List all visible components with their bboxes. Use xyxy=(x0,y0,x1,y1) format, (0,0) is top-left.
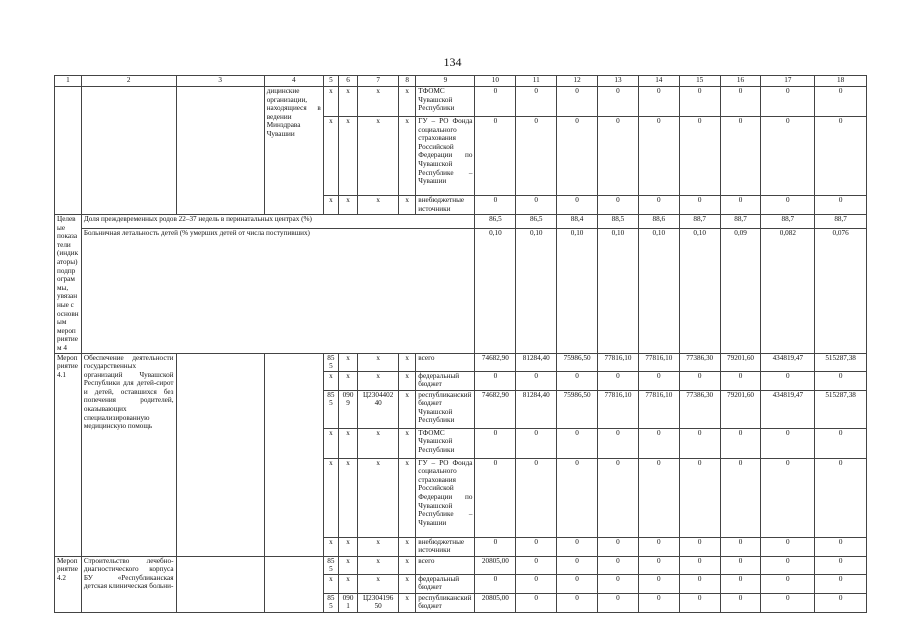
table-cell: 855 xyxy=(323,390,338,428)
table-cell: 20805,00 xyxy=(475,556,516,574)
col-header: 2 xyxy=(81,76,176,87)
table-cell: 88,4 xyxy=(557,215,598,229)
empty-cell xyxy=(81,87,176,215)
table-cell: Ц2304402 40 xyxy=(358,390,399,428)
table-cell: 0 xyxy=(815,428,867,458)
table-cell: 0 xyxy=(761,593,815,612)
table-cell: 0 xyxy=(557,117,598,196)
activity-description: Строительство лечебно-диагностического корпуса БУ «Республиканская детская клиническая больни- xyxy=(81,556,176,612)
table-cell: 75986,50 xyxy=(557,353,598,371)
table-cell: x xyxy=(399,371,416,390)
table-cell: 0 xyxy=(598,371,639,390)
empty-cell xyxy=(176,87,264,215)
page-number: 134 xyxy=(443,55,462,69)
table-cell: 515287,38 xyxy=(815,390,867,428)
table-cell: 75986,50 xyxy=(557,390,598,428)
table-cell: x xyxy=(358,428,399,458)
table-cell: 0 xyxy=(815,117,867,196)
table-cell: 434819,47 xyxy=(761,390,815,428)
table-cell: x xyxy=(338,458,357,537)
table-cell: 0 xyxy=(475,196,516,215)
empty-cell xyxy=(264,353,323,556)
table-cell: x xyxy=(399,593,416,612)
table-cell: 0 xyxy=(679,428,720,458)
table-cell: 0,10 xyxy=(516,228,557,353)
table-cell: 0 xyxy=(475,458,516,537)
table-cell: 0 xyxy=(557,593,598,612)
table-cell: 81284,40 xyxy=(516,390,557,428)
table-cell: 0 xyxy=(679,87,720,117)
table-cell: 0 xyxy=(598,196,639,215)
table-cell: 855 xyxy=(323,593,338,612)
table-cell: 0 xyxy=(475,117,516,196)
table-cell: 515287,38 xyxy=(815,353,867,371)
table-cell: 0 xyxy=(475,574,516,593)
table-cell: x xyxy=(323,574,338,593)
table-cell: 0 xyxy=(679,196,720,215)
table-cell: x xyxy=(399,537,416,556)
activity-label: Мероприятие 4.2 xyxy=(55,556,82,612)
table-cell: 0 xyxy=(761,458,815,537)
funding-source: ТФОМС Чувашской Республики xyxy=(416,87,475,117)
table-cell: 0,076 xyxy=(815,228,867,353)
table-cell: 0 xyxy=(598,428,639,458)
table-cell: 79201,60 xyxy=(720,353,761,371)
table-cell: 88,6 xyxy=(638,215,679,229)
table-cell: 20805,00 xyxy=(475,593,516,612)
table-cell: 0 xyxy=(516,428,557,458)
table-cell: x xyxy=(338,574,357,593)
table-cell: 0 xyxy=(761,87,815,117)
col-header: 12 xyxy=(557,76,598,87)
col-header: 8 xyxy=(399,76,416,87)
table-cell: 0 xyxy=(679,574,720,593)
table-cell: 0 xyxy=(557,556,598,574)
table-cell: 0 xyxy=(598,87,639,117)
table-cell: x xyxy=(323,196,338,215)
table-cell: 0,09 xyxy=(720,228,761,353)
table-cell: x xyxy=(358,537,399,556)
table-cell: 0 xyxy=(720,196,761,215)
table-cell: 81284,40 xyxy=(516,353,557,371)
table-cell: 0 xyxy=(720,537,761,556)
table-cell: 0 xyxy=(557,574,598,593)
table-cell: x xyxy=(399,87,416,117)
table-cell: 0 xyxy=(815,87,867,117)
col-header: 9 xyxy=(416,76,475,87)
table-cell: 0 xyxy=(638,196,679,215)
table-cell: 0 xyxy=(761,196,815,215)
table-cell: 0 xyxy=(516,196,557,215)
table-cell: 0 xyxy=(598,593,639,612)
table-cell: x xyxy=(338,353,357,371)
table-cell: 0 xyxy=(638,593,679,612)
table-cell: 855 xyxy=(323,353,338,371)
table-cell: 0,10 xyxy=(475,228,516,353)
table-cell: x xyxy=(338,428,357,458)
table-cell: x xyxy=(399,390,416,428)
table-cell: 0 xyxy=(516,537,557,556)
table-cell: 0 xyxy=(815,593,867,612)
table-cell: 0 xyxy=(761,428,815,458)
table-cell: 77386,30 xyxy=(679,353,720,371)
table-cell: x xyxy=(358,556,399,574)
table-cell: 855 xyxy=(323,556,338,574)
table-cell: 74682,90 xyxy=(475,353,516,371)
funding-source: внебюджетные источники xyxy=(416,196,475,215)
col-header: 6 xyxy=(338,76,357,87)
table-cell: 0 xyxy=(516,87,557,117)
table-cell: 0 xyxy=(598,117,639,196)
table-cell: 77816,10 xyxy=(598,353,639,371)
empty-cell xyxy=(264,556,323,612)
table-cell: 0 xyxy=(720,428,761,458)
table-cell: x xyxy=(338,371,357,390)
table-cell: 88,7 xyxy=(815,215,867,229)
table-cell: 0 xyxy=(475,428,516,458)
col-header: 4 xyxy=(264,76,323,87)
table-cell: x xyxy=(358,574,399,593)
col-header: 3 xyxy=(176,76,264,87)
table-cell: 0 xyxy=(475,537,516,556)
table-row xyxy=(55,87,867,117)
table-cell: 0 xyxy=(516,593,557,612)
table-cell: 0 xyxy=(598,556,639,574)
budget-table xyxy=(54,75,867,613)
table-cell: x xyxy=(323,87,338,117)
table-cell: 77816,10 xyxy=(638,390,679,428)
table-cell: 0 xyxy=(720,593,761,612)
activity-description: Обеспечение деятельности государственных организаций Чувашской Республики для детей-сирот и детей, оставшихся без попечения родителей, оказывающих специализированную медицинскую помощь xyxy=(81,353,176,556)
table-cell: 0 xyxy=(720,87,761,117)
empty-cell xyxy=(55,87,82,215)
table-cell: x xyxy=(399,574,416,593)
funding-source: всего xyxy=(416,353,475,371)
table-cell: x xyxy=(399,353,416,371)
responsible-org: дицинские организации, находящиеся в ведении Минздрава Чувашии xyxy=(264,87,323,215)
table-cell: 0,10 xyxy=(598,228,639,353)
table-cell: x xyxy=(338,556,357,574)
table-cell: 0 xyxy=(638,537,679,556)
table-cell: 0 xyxy=(761,537,815,556)
table-cell: 0,10 xyxy=(557,228,598,353)
table-cell: 0 xyxy=(557,428,598,458)
table-cell: 0 xyxy=(557,537,598,556)
table-cell: 0 xyxy=(679,537,720,556)
table-cell: x xyxy=(323,428,338,458)
table-cell: x xyxy=(338,537,357,556)
table-cell: 0 xyxy=(557,87,598,117)
col-header: 10 xyxy=(475,76,516,87)
table-cell: 86,5 xyxy=(516,215,557,229)
table-cell: x xyxy=(399,196,416,215)
table-cell: 0 xyxy=(679,593,720,612)
table-cell: 0 xyxy=(516,371,557,390)
table-cell: x xyxy=(358,458,399,537)
table-cell: 77386,30 xyxy=(679,390,720,428)
table-cell: 88,7 xyxy=(761,215,815,229)
table-cell: 0 xyxy=(557,458,598,537)
col-header: 16 xyxy=(720,76,761,87)
table-cell: 0 xyxy=(638,371,679,390)
table-row xyxy=(55,353,867,371)
funding-source: федеральный бюджет xyxy=(416,371,475,390)
col-header: 5 xyxy=(323,76,338,87)
table-cell: x xyxy=(323,117,338,196)
table-cell: 0 xyxy=(815,196,867,215)
table-cell: 0 xyxy=(598,537,639,556)
table-cell: 0 xyxy=(720,556,761,574)
indicator-row xyxy=(55,215,867,229)
col-header: 15 xyxy=(679,76,720,87)
table-cell: 0 xyxy=(598,574,639,593)
table-cell: 0,10 xyxy=(679,228,720,353)
table-cell: x xyxy=(338,117,357,196)
table-cell: 86,5 xyxy=(475,215,516,229)
col-header: 1 xyxy=(55,76,82,87)
table-cell: 0901 xyxy=(338,593,357,612)
table-cell: 0 xyxy=(475,87,516,117)
table-cell: 0 xyxy=(516,556,557,574)
funding-source: ТФОМС Чувашской Республики xyxy=(416,428,475,458)
table-cell: 0 xyxy=(516,458,557,537)
table-cell: 0 xyxy=(557,196,598,215)
table-cell: 0 xyxy=(557,371,598,390)
table-cell: 0 xyxy=(516,574,557,593)
table-cell: 0 xyxy=(475,371,516,390)
table-cell: x xyxy=(399,556,416,574)
table-cell: 0 xyxy=(815,371,867,390)
table-cell: 0 xyxy=(815,574,867,593)
empty-cell xyxy=(176,353,264,556)
table-cell: 0 xyxy=(679,556,720,574)
table-cell: 0 xyxy=(638,117,679,196)
table-cell: 0 xyxy=(638,87,679,117)
table-cell: 0 xyxy=(761,371,815,390)
table-cell: x xyxy=(358,87,399,117)
funding-source: республиканский бюджет xyxy=(416,593,475,612)
table-cell: 434819,47 xyxy=(761,353,815,371)
table-cell: 0909 xyxy=(338,390,357,428)
funding-source: республиканский бюджет Чувашской Республики xyxy=(416,390,475,428)
table-cell: 88,7 xyxy=(720,215,761,229)
table-cell: x xyxy=(358,196,399,215)
funding-source: ГУ – РО Фонда социального страхования Российской Федерации по Чувашской Республике – Чувашии xyxy=(416,117,475,196)
table-cell: x xyxy=(323,371,338,390)
table-cell: x xyxy=(338,87,357,117)
col-header: 7 xyxy=(358,76,399,87)
table-cell: 0 xyxy=(679,117,720,196)
table-cell: 88,5 xyxy=(598,215,639,229)
table-cell: 0 xyxy=(815,556,867,574)
table-cell: 0,10 xyxy=(638,228,679,353)
table-cell: 74682,90 xyxy=(475,390,516,428)
col-header: 13 xyxy=(598,76,639,87)
table-cell: x xyxy=(358,353,399,371)
table-cell: 0 xyxy=(720,117,761,196)
table-cell: 0 xyxy=(720,574,761,593)
table-cell: x xyxy=(358,371,399,390)
table-cell: 88,7 xyxy=(679,215,720,229)
indicator-row xyxy=(55,228,867,353)
table-cell: 0 xyxy=(815,537,867,556)
table-cell: 0 xyxy=(720,458,761,537)
col-header: 18 xyxy=(815,76,867,87)
col-header: 11 xyxy=(516,76,557,87)
table-cell: 0 xyxy=(638,556,679,574)
table-cell: x xyxy=(323,458,338,537)
funding-source: федеральный бюджет xyxy=(416,574,475,593)
table-cell: 0 xyxy=(598,458,639,537)
table-cell: 0 xyxy=(638,458,679,537)
table-cell: 0 xyxy=(815,458,867,537)
funding-source: ГУ – РО Фонда социального страхования Российской Федерации по Чувашской Республике – Чувашии xyxy=(416,458,475,537)
table-row xyxy=(55,556,867,574)
table-cell: 0 xyxy=(761,556,815,574)
header-row xyxy=(55,76,867,87)
table-cell: 77816,10 xyxy=(598,390,639,428)
table-cell: 0 xyxy=(679,371,720,390)
table-cell: x xyxy=(399,458,416,537)
funding-source: всего xyxy=(416,556,475,574)
table-cell: 77816,10 xyxy=(638,353,679,371)
table-cell: 0 xyxy=(761,574,815,593)
table-cell: x xyxy=(323,537,338,556)
table-cell: x xyxy=(358,117,399,196)
empty-cell xyxy=(176,556,264,612)
table-cell: Ц2304196 50 xyxy=(358,593,399,612)
table-cell: 0 xyxy=(720,371,761,390)
targets-label: Целевые показатели (индикаторы) подпрограммы, увязанные с основным мероприятием 4 xyxy=(55,215,82,354)
table-cell: 0 xyxy=(516,117,557,196)
table-cell: 0,082 xyxy=(761,228,815,353)
activity-label: Мероприятие 4.1 xyxy=(55,353,82,556)
col-header: 17 xyxy=(761,76,815,87)
table-cell: 0 xyxy=(638,574,679,593)
col-header: 14 xyxy=(638,76,679,87)
table-cell: x xyxy=(399,117,416,196)
table-cell: 0 xyxy=(679,458,720,537)
table-cell: 79201,60 xyxy=(720,390,761,428)
indicator-name: Больничная летальность детей (% умерших детей от числа поступивших) xyxy=(81,228,475,353)
table-cell: 0 xyxy=(761,117,815,196)
funding-source: внебюджетные источники xyxy=(416,537,475,556)
table-cell: x xyxy=(399,428,416,458)
indicator-name: Доля преждевременных родов 22–37 недель в перинатальных центрах (%) xyxy=(81,215,475,229)
table-cell: 0 xyxy=(638,428,679,458)
table-cell: x xyxy=(338,196,357,215)
